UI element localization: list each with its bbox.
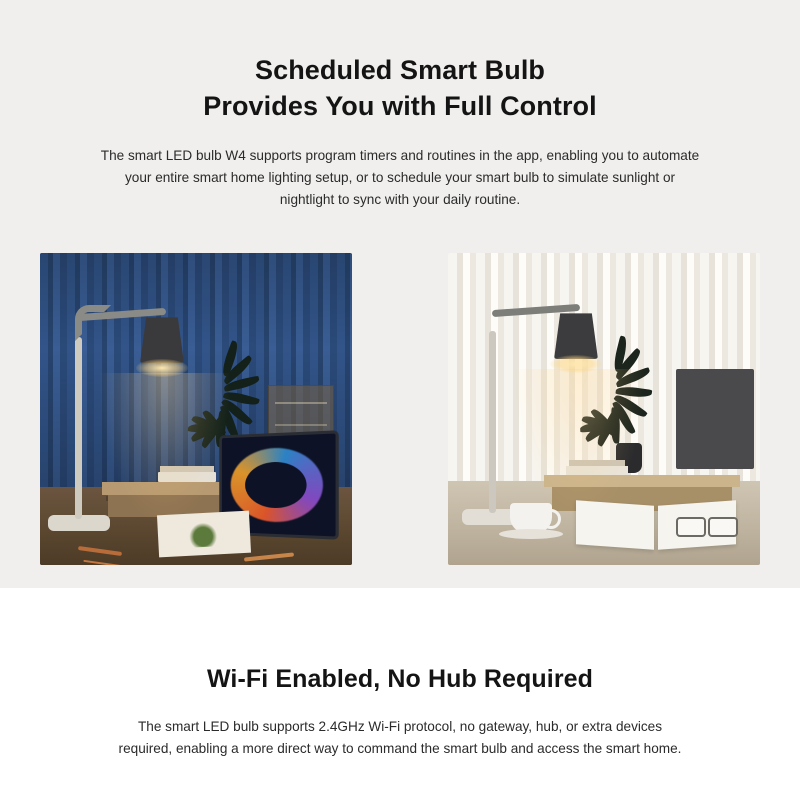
lamp-pole (489, 331, 496, 513)
lamp-elbow (75, 305, 111, 341)
lamp-shade (554, 313, 598, 359)
book-page-left (576, 501, 654, 550)
smart-desk-lamp (48, 299, 198, 531)
product-photo-day (448, 253, 760, 565)
wifi-section (0, 588, 800, 760)
light-pool (514, 369, 644, 519)
headline-line-2: Provides You with Full Control (203, 91, 597, 122)
eyeglasses (676, 513, 750, 537)
product-photo-night (40, 253, 352, 565)
page-title (40, 52, 760, 124)
drawing-paper (157, 511, 251, 558)
scheduling-description: The smart LED bulb W4 supports program timers and routines in the app, enabling you to automate your entire smart home lighting setup, or to schedule your smart bulb to simulate sunlight or nightlight to sync with your daily routine. (100, 148, 700, 208)
image-gallery (0, 237, 800, 581)
lamp-pole (75, 337, 82, 519)
wifi-title: Wi-Fi Enabled, No Hub Required (206, 664, 594, 693)
wifi-description: The smart LED bulb supports 2.4GHz Wi-Fi protocol, no gateway, hub, or extra devices required, enabling a more direct way to command the smart bulb and access the smart home. (118, 718, 682, 756)
coffee-cup (510, 503, 552, 533)
lamp-shade (140, 317, 184, 363)
headline-line-1: Scheduled Smart Bulb (254, 55, 546, 85)
light-pool (100, 373, 230, 523)
panel-object (676, 369, 754, 469)
smart-desk-lamp (462, 295, 612, 525)
